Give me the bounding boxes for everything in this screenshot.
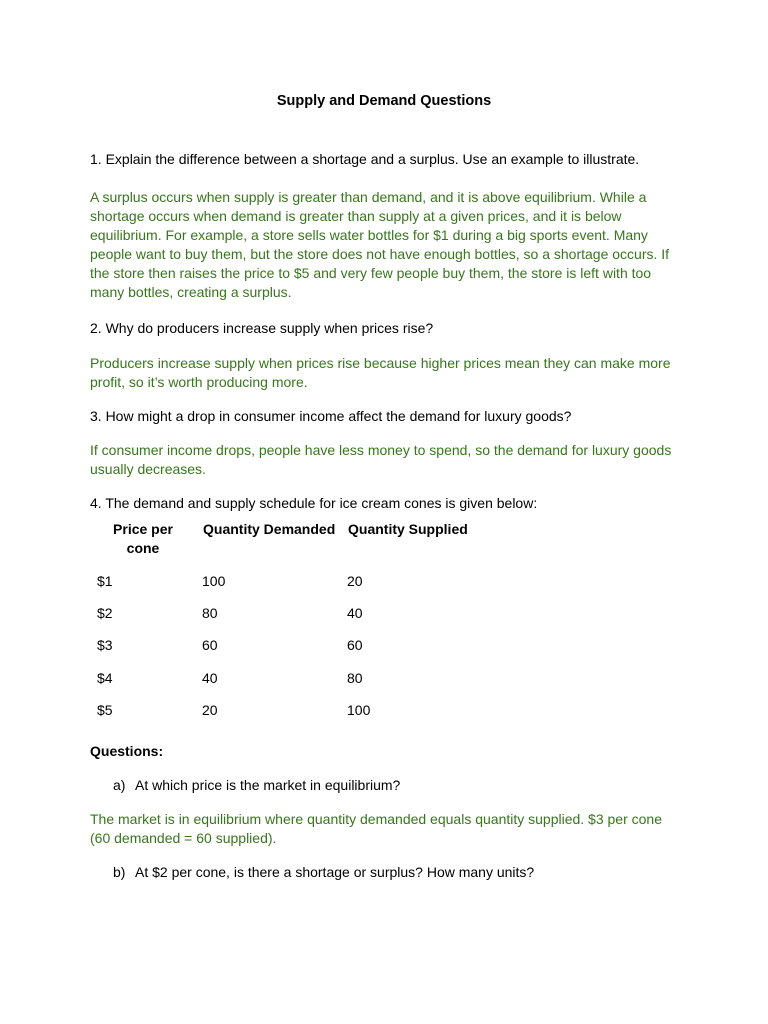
sub-question-b-text: At $2 per cone, is there a shortage or surplus? How many units? — [135, 864, 535, 880]
cell-demanded: 20 — [202, 702, 218, 718]
cell-supplied: 40 — [347, 605, 363, 621]
cell-supplied: 80 — [347, 670, 363, 686]
header-quantity-supplied: Quantity Supplied — [348, 521, 468, 537]
cell-price: $1 — [97, 573, 113, 589]
cell-supplied: 100 — [347, 702, 371, 718]
cell-price: $5 — [97, 702, 113, 718]
question-2: 2. Why do producers increase supply when prices rise? — [90, 320, 434, 336]
sub-question-a-letter: a) — [113, 777, 126, 793]
header-quantity-demanded: Quantity Demanded — [203, 521, 336, 537]
sub-question-a-text: At which price is the market in equilibrium? — [135, 777, 401, 793]
cell-price: $4 — [97, 670, 113, 686]
cell-demanded: 100 — [202, 573, 226, 589]
answer-a: The market is in equilibrium where quantity demanded equals quantity supplied. $3 per cone (60 demanded = 60 supplied). — [90, 811, 663, 846]
answer-1: A surplus occurs when supply is greater than demand, and it is above equilibrium. While a shortage occurs when demand is greater than supply at a given prices, and it is below equilibrium. For example, a store sells water bottles for $1 during a big sports event. Many people want to buy them, but the store does not have enough bottles, so a shortage occurs. If the store then raises the price to $5 and very few people buy them, the store is left with too many bottles, creating a surplus. — [90, 189, 670, 300]
cell-price: $3 — [97, 637, 113, 653]
cell-supplied: 60 — [347, 637, 363, 653]
question-3: 3. How might a drop in consumer income affect the demand for luxury goods? — [90, 408, 572, 424]
cell-demanded: 80 — [202, 605, 218, 621]
header-price-line1: Price per — [113, 521, 173, 537]
question-4: 4. The demand and supply schedule for ice cream cones is given below: — [90, 495, 538, 511]
sub-question-b — [113, 863, 673, 882]
cell-price: $2 — [97, 605, 113, 621]
sub-question-a — [113, 776, 673, 795]
header-price-line2: cone — [126, 540, 160, 556]
answer-3: If consumer income drops, people have less money to spend, so the demand for luxury goods usually decreases. — [90, 442, 672, 477]
answer-2: Producers increase supply when prices rise because higher prices mean they can make more profit, so it’s worth producing more. — [90, 355, 671, 390]
cell-demanded: 60 — [202, 637, 218, 653]
cell-demanded: 40 — [202, 670, 218, 686]
cell-supplied: 20 — [347, 573, 363, 589]
question-1: 1. Explain the difference between a shortage and a surplus. Use an example to illustrate. — [90, 151, 640, 167]
questions-heading: Questions: — [90, 743, 164, 759]
sub-question-b-letter: b) — [113, 864, 126, 880]
header-price — [106, 520, 180, 558]
document-title: Supply and Demand Questions — [276, 93, 492, 109]
